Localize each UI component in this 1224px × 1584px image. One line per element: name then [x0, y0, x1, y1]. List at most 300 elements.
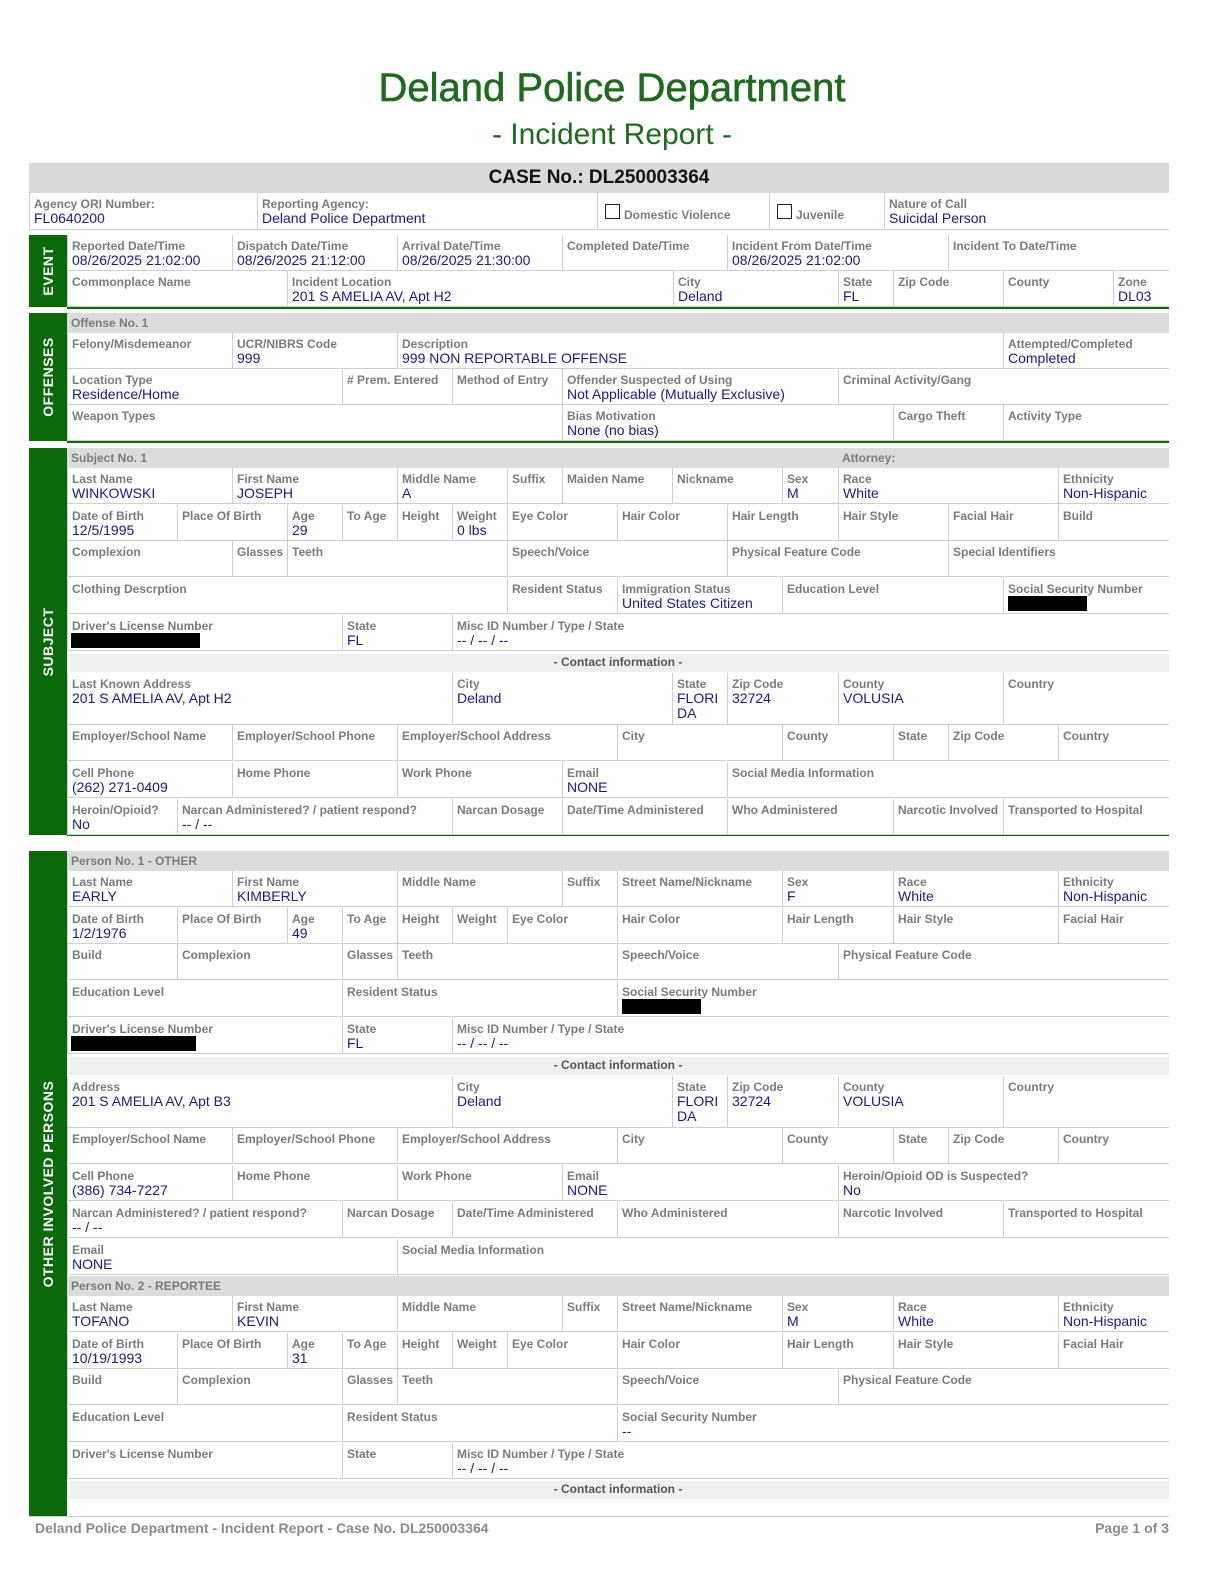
field-label: Speech/Voice — [622, 1373, 700, 1387]
physical-feature-code-field — [838, 1369, 1169, 1405]
field-value: FL — [843, 288, 860, 304]
cargo-theft-field — [893, 405, 1003, 441]
arrival-date-time-field — [397, 235, 562, 271]
section-band — [67, 313, 1169, 333]
field-label: Transported to Hospital — [1008, 1206, 1143, 1220]
sex-field — [782, 468, 838, 504]
field-value: 31 — [292, 1350, 308, 1366]
ethnicity-field — [1058, 468, 1169, 504]
field-value: 201 S AMELIA AV, Apt H2 — [72, 690, 232, 706]
county-field — [838, 1076, 1003, 1128]
field-label: Narcan Administered? / patient respond? — [182, 803, 417, 817]
field-value: Not Applicable (Mutually Exclusive) — [567, 386, 785, 402]
teeth-field — [397, 1369, 617, 1405]
field-label: Hair Length — [787, 1337, 854, 1351]
field-value: (262) 271-0409 — [72, 779, 168, 795]
field-label: State — [898, 729, 928, 743]
race-field — [893, 1296, 1058, 1332]
date-of-birth-field — [67, 505, 177, 541]
field-label: Narcotic Involved — [898, 803, 999, 817]
field-label: County — [843, 677, 885, 691]
heroin-opioid-field — [67, 799, 177, 835]
facial-hair-field — [1058, 1333, 1169, 1369]
field-label: Zip Code — [898, 275, 950, 289]
date-of-birth-field — [67, 908, 177, 944]
section-label: EVENT — [40, 246, 56, 296]
field-label: Last Name — [72, 875, 133, 889]
field-value: FLORI DA — [677, 1093, 719, 1124]
zip-code-field — [948, 725, 1058, 761]
field-label: Education Level — [72, 1410, 165, 1424]
field-label: Ethnicity — [1063, 472, 1114, 486]
field-label: To Age — [347, 912, 387, 926]
education-level-field — [782, 578, 1003, 614]
driver-s-license-number-field — [67, 1443, 342, 1479]
resident-status-field — [507, 578, 617, 614]
field-value: White — [898, 888, 934, 904]
checkbox-label: Domestic Violence — [624, 208, 731, 222]
field-value: White — [843, 485, 879, 501]
field-label: Build — [72, 1373, 102, 1387]
special-identifiers-field — [948, 541, 1169, 577]
field-value: -- / -- / -- — [457, 1035, 509, 1051]
email-field — [562, 1165, 838, 1201]
contact-information-header: - Contact information - — [67, 654, 1169, 672]
field-label: County — [1008, 275, 1050, 289]
speech-voice-field — [617, 1369, 838, 1405]
field-label: Complexion — [182, 948, 251, 962]
field-label: Transported to Hospital — [1008, 803, 1143, 817]
field-label: State — [347, 1447, 377, 1461]
employer-school-phone-field — [232, 1128, 397, 1164]
glasses-field — [342, 1369, 397, 1405]
attempted-completed-field — [1003, 333, 1169, 369]
field-value: Deland — [678, 288, 723, 304]
narcan-administered-patient-respond-field — [67, 1202, 342, 1238]
field-label: Build — [72, 948, 102, 962]
suffix-field — [562, 1296, 617, 1332]
street-name-nickname-field — [617, 871, 782, 907]
field-value: TOFANO — [72, 1313, 130, 1329]
band-title: Subject No. 1 — [71, 451, 148, 465]
education-level-field — [67, 981, 342, 1017]
field-label: Reported Date/Time — [72, 239, 186, 253]
field-value: No — [843, 1182, 861, 1198]
complexion-field — [67, 541, 232, 577]
field-label: Place Of Birth — [182, 509, 262, 523]
to-age-field — [342, 908, 397, 944]
field-value: M — [787, 485, 799, 501]
social-media-information-field — [727, 762, 1169, 798]
field-label: Heroin/Opioid? — [72, 803, 159, 817]
misc-id-number-type-state-field — [452, 1443, 1169, 1479]
field-label: Arrival Date/Time — [402, 239, 501, 253]
field-value: JOSEPH — [237, 485, 294, 501]
build-field — [67, 944, 177, 980]
date-time-administered-field — [452, 1202, 617, 1238]
build-field — [1058, 505, 1169, 541]
field-value: Deland — [457, 1093, 502, 1109]
field-value: EARLY — [72, 888, 117, 904]
field-value: M — [787, 1313, 799, 1329]
first-name-field — [232, 871, 397, 907]
field-label: # Prem. Entered — [347, 373, 439, 387]
field-label: Incident To Date/Time — [953, 239, 1077, 253]
band-title: Person No. 2 - REPORTEE — [71, 1279, 222, 1293]
field-label: First Name — [237, 875, 300, 889]
weight-field — [452, 505, 507, 541]
location-type-field — [67, 369, 342, 405]
home-phone-field — [232, 762, 397, 798]
field-value: Non-Hispanic — [1063, 1313, 1148, 1329]
field-value: Suicidal Person — [889, 210, 987, 226]
complexion-field — [177, 944, 342, 980]
street-name-nickname-field — [617, 1296, 782, 1332]
field-value: None (no bias) — [567, 422, 659, 438]
glasses-field — [342, 944, 397, 980]
state-field — [893, 1128, 948, 1164]
band-title: Offense No. 1 — [71, 316, 149, 330]
field-label: Complexion — [182, 1373, 251, 1387]
field-label: Hair Length — [787, 912, 854, 926]
attorney-label: Attorney: — [842, 451, 896, 465]
eye-color-field — [507, 505, 617, 541]
field-label: Attempted/Completed — [1008, 337, 1133, 351]
reporting-agency-field — [257, 193, 597, 230]
age-field — [287, 908, 342, 944]
field-value: 08/26/2025 21:12:00 — [237, 252, 366, 268]
country-field — [1058, 1128, 1169, 1164]
field-label: Driver's License Number — [72, 619, 213, 633]
field-label: Complexion — [72, 545, 141, 559]
field-value: -- / -- / -- — [457, 632, 509, 648]
field-label: Zip Code — [953, 1132, 1005, 1146]
field-label: Place Of Birth — [182, 912, 262, 926]
field-label: Height — [402, 509, 440, 523]
misc-id-number-type-state-field — [452, 615, 1169, 651]
dispatch-date-time-field — [232, 235, 397, 271]
field-label: Hair Length — [732, 509, 799, 523]
immigration-status-field — [617, 578, 782, 614]
education-level-field — [67, 1406, 342, 1442]
glasses-field — [232, 541, 287, 577]
field-label: Teeth — [402, 948, 434, 962]
field-label: Suffix — [567, 1300, 601, 1314]
field-label: Place Of Birth — [182, 1337, 262, 1351]
field-value: 08/26/2025 21:02:00 — [732, 252, 861, 268]
field-value: A — [402, 485, 412, 501]
narcan-dosage-field — [452, 799, 562, 835]
field-label: Hair Color — [622, 509, 681, 523]
field-label: Who Administered — [732, 803, 838, 817]
county-field — [782, 1128, 893, 1164]
field-label: Weapon Types — [72, 409, 156, 423]
field-label: Date of Birth — [72, 509, 144, 523]
field-label: Physical Feature Code — [843, 1373, 972, 1387]
redaction-ssn-subject — [1008, 596, 1087, 611]
last-known-address-field — [67, 673, 452, 725]
field-label: Email — [72, 1243, 105, 1257]
field-label: Work Phone — [402, 1169, 472, 1183]
field-value: F — [787, 888, 796, 904]
field-value: 08/26/2025 21:30:00 — [402, 252, 531, 268]
description-field — [397, 333, 1003, 369]
employer-school-name-field — [67, 725, 232, 761]
field-label: Country — [1063, 729, 1109, 743]
field-value: Completed — [1008, 350, 1076, 366]
work-phone-field — [397, 762, 562, 798]
teeth-field — [287, 541, 507, 577]
who-administered-field — [617, 1202, 838, 1238]
country-field — [1003, 1076, 1169, 1128]
complexion-field — [177, 1369, 342, 1405]
city-field — [452, 673, 672, 725]
section-label: OFFENSES — [40, 337, 56, 417]
field-label: Method of Entry — [457, 373, 549, 387]
field-label: Teeth — [292, 545, 324, 559]
who-administered-field — [727, 799, 893, 835]
hair-style-field — [838, 505, 948, 541]
field-label: Narcan Dosage — [347, 1206, 435, 1220]
ethnicity-field — [1058, 871, 1169, 907]
field-label: Employer/School Address — [402, 1132, 551, 1146]
field-value: FL0640200 — [34, 210, 105, 226]
field-label: Address — [72, 1080, 121, 1094]
build-field — [67, 1369, 177, 1405]
field-label: Education Level — [72, 985, 165, 999]
field-label: City — [622, 1132, 645, 1146]
address-field — [67, 1076, 452, 1128]
height-field — [397, 505, 452, 541]
field-label: Hair Style — [898, 1337, 954, 1351]
field-label: Incident From Date/Time — [732, 239, 872, 253]
field-label: Street Name/Nickname — [622, 1300, 753, 1314]
employer-school-phone-field — [232, 725, 397, 761]
field-value: 999 — [237, 350, 261, 366]
city-field — [673, 271, 838, 307]
field-label: City — [457, 1080, 480, 1094]
field-value: 32724 — [732, 690, 771, 706]
field-value: NONE — [567, 1182, 608, 1198]
section-other-involved — [29, 851, 67, 1516]
hair-color-field — [617, 505, 727, 541]
state-field — [342, 1443, 452, 1479]
field-label: UCR/NIBRS Code — [237, 337, 338, 351]
field-label: Cell Phone — [72, 1169, 135, 1183]
field-label: State — [843, 275, 873, 289]
county-field — [782, 725, 893, 761]
field-value: Deland — [457, 690, 502, 706]
field-label: Incident Location — [292, 275, 392, 289]
county-field — [838, 673, 1003, 725]
ucr-nibrs-code-field — [232, 333, 397, 369]
field-label: Misc ID Number / Type / State — [457, 1022, 625, 1036]
department-title: Deland Police Department — [378, 66, 846, 110]
field-label: Activity Type — [1008, 409, 1082, 423]
field-label: Middle Name — [402, 472, 477, 486]
field-label: Social Security Number — [622, 1410, 757, 1424]
field-label: Bias Motivation — [567, 409, 656, 423]
heroin-opioid-od-is-suspected-field — [838, 1165, 1169, 1201]
field-label: Race — [898, 875, 927, 889]
field-value: FL — [347, 632, 364, 648]
middle-name-field — [397, 468, 507, 504]
work-phone-field — [397, 1165, 562, 1201]
field-value: -- / -- — [72, 1219, 103, 1235]
field-label: State — [347, 1022, 377, 1036]
prem-entered-field — [342, 369, 452, 405]
field-value: KEVIN — [237, 1313, 280, 1329]
last-name-field — [67, 468, 232, 504]
field-label: Dispatch Date/Time — [237, 239, 349, 253]
misc-id-number-type-state-field — [452, 1018, 1169, 1054]
field-label: Age — [292, 1337, 315, 1351]
field-label: Eye Color — [512, 1337, 569, 1351]
hair-color-field — [617, 908, 782, 944]
bias-motivation-field — [562, 405, 893, 441]
date-time-administered-field — [562, 799, 727, 835]
field-label: First Name — [237, 472, 300, 486]
field-label: Sex — [787, 472, 809, 486]
incident-location-field — [287, 271, 673, 307]
field-label: State — [677, 1080, 707, 1094]
field-label: Ethnicity — [1063, 875, 1114, 889]
field-label: Height — [402, 1337, 440, 1351]
field-label: Resident Status — [347, 1410, 438, 1424]
resident-status-field — [342, 1406, 617, 1442]
field-value: Non-Hispanic — [1063, 888, 1148, 904]
field-label: Email — [567, 1169, 600, 1183]
field-label: Middle Name — [402, 875, 477, 889]
hair-style-field — [893, 908, 1058, 944]
last-name-field — [67, 871, 232, 907]
home-phone-field — [232, 1165, 397, 1201]
date-of-birth-field — [67, 1333, 177, 1369]
field-label: Country — [1008, 677, 1054, 691]
hair-style-field — [893, 1333, 1058, 1369]
field-label: Suffix — [567, 875, 601, 889]
field-label: Email — [567, 766, 600, 780]
place-of-birth-field — [177, 1333, 287, 1369]
field-label: Criminal Activity/Gang — [843, 373, 972, 387]
field-label: Narcotic Involved — [843, 1206, 944, 1220]
state-field — [342, 615, 452, 651]
maiden-name-field — [562, 468, 672, 504]
juvenile-checkbox[interactable] — [777, 204, 792, 219]
domestic-violence-checkbox[interactable] — [605, 204, 620, 219]
narcan-dosage-field — [342, 1202, 452, 1238]
field-value: 10/19/1993 — [72, 1350, 143, 1366]
field-label: First Name — [237, 1300, 300, 1314]
email-field — [562, 762, 727, 798]
field-label: Race — [898, 1300, 927, 1314]
page-number: Page 1 of 3 — [1095, 1520, 1169, 1536]
field-value: White — [898, 1313, 934, 1329]
zip-code-field — [948, 1128, 1058, 1164]
field-value: DL03 — [1118, 288, 1152, 304]
field-label: City — [622, 729, 645, 743]
field-label: Last Name — [72, 1300, 133, 1314]
agency-ori-number-field — [29, 193, 257, 230]
section-divider — [67, 307, 1169, 309]
height-field — [397, 1333, 452, 1369]
employer-school-address-field — [397, 1128, 617, 1164]
state-field — [342, 1018, 452, 1054]
case-number: CASE No.: DL250003364 — [29, 163, 1169, 193]
contact-information-header: - Contact information - — [67, 1057, 1169, 1075]
field-value: 08/26/2025 21:02:00 — [72, 252, 201, 268]
section-divider — [67, 441, 1169, 443]
age-field — [287, 505, 342, 541]
narcan-administered-patient-respond-field — [177, 799, 452, 835]
field-label: Race — [843, 472, 872, 486]
weight-field — [452, 908, 507, 944]
section-label: SUBJECT — [40, 607, 56, 676]
field-label: Reporting Agency: — [262, 197, 369, 211]
field-label: Country — [1063, 1132, 1109, 1146]
facial-hair-field — [948, 505, 1058, 541]
field-value: NONE — [72, 1256, 113, 1272]
hair-color-field — [617, 1333, 782, 1369]
field-value: FLORI DA — [677, 690, 719, 721]
field-label: Felony/Misdemeanor — [72, 337, 192, 351]
field-label: Misc ID Number / Type / State — [457, 1447, 625, 1461]
field-value: No — [72, 816, 90, 832]
reported-date-time-field — [67, 235, 232, 271]
field-label: Sex — [787, 1300, 809, 1314]
field-label: Employer/School Name — [72, 729, 207, 743]
field-label: Commonplace Name — [72, 275, 191, 289]
state-field — [672, 1076, 727, 1128]
field-label: Description — [402, 337, 469, 351]
field-label: Nickname — [677, 472, 734, 486]
field-label: Driver's License Number — [72, 1447, 213, 1461]
first-name-field — [232, 468, 397, 504]
field-label: City — [678, 275, 701, 289]
incident-to-date-time-field — [948, 235, 1169, 271]
section-band — [67, 851, 1169, 871]
field-label: Completed Date/Time — [567, 239, 690, 253]
hair-length-field — [782, 1333, 893, 1369]
field-label: Weight — [457, 509, 497, 523]
field-label: Resident Status — [512, 582, 603, 596]
field-value: 0 lbs — [457, 522, 487, 538]
field-value: 32724 — [732, 1093, 771, 1109]
field-value: -- / -- — [182, 816, 213, 832]
field-value: Residence/Home — [72, 386, 180, 402]
field-label: Facial Hair — [953, 509, 1014, 523]
field-value: Deland Police Department — [262, 210, 426, 226]
employer-school-name-field — [67, 1128, 232, 1164]
field-label: Weight — [457, 912, 497, 926]
field-label: Offender Suspected of Using — [567, 373, 733, 387]
field-label: Social Media Information — [732, 766, 875, 780]
redaction-ssn-person1 — [622, 999, 701, 1014]
field-value: -- / -- / -- — [457, 1460, 509, 1476]
hair-length-field — [782, 908, 893, 944]
field-label: Social Security Number — [622, 985, 757, 999]
footer-rule — [29, 1516, 1169, 1517]
city-field — [617, 1128, 782, 1164]
weapon-types-field — [67, 405, 562, 441]
field-value: NONE — [567, 779, 608, 795]
field-label: Heroin/Opioid OD is Suspected? — [843, 1169, 1029, 1183]
transported-to-hospital-field — [1003, 1202, 1169, 1238]
field-label: Speech/Voice — [622, 948, 700, 962]
footer-report-info: Deland Police Department - Incident Report - Case No. DL250003364 — [35, 1520, 489, 1536]
field-label: Glasses — [237, 545, 284, 559]
field-label: Ethnicity — [1063, 1300, 1114, 1314]
